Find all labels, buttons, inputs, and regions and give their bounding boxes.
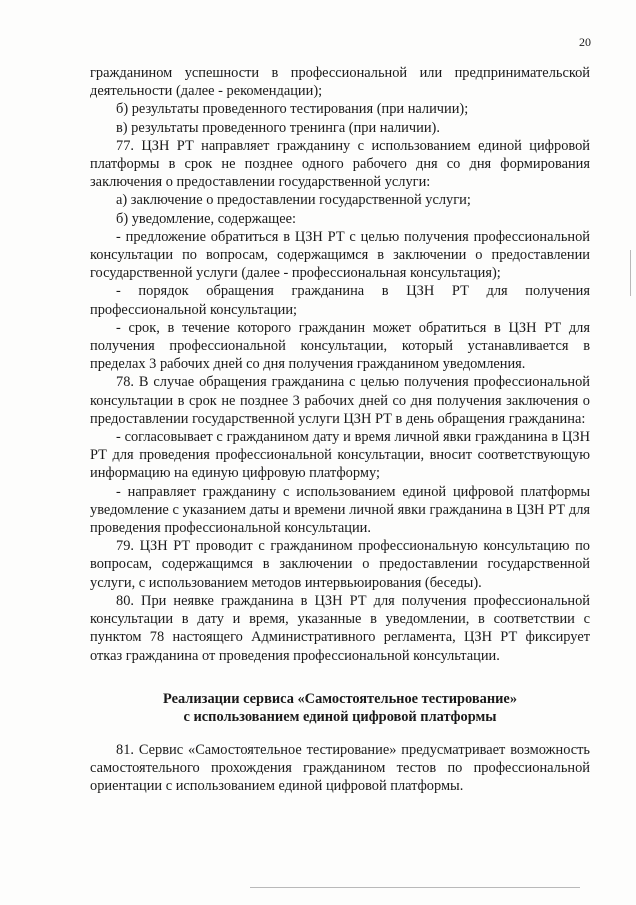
paragraph-77: 77. ЦЗН РТ направляет гражданину с использованием единой цифровой платформы в срок не позднее одного рабочего дня со дня формирования заключения о предоставлении государственной услуги: bbox=[90, 137, 590, 191]
paragraph-79: 79. ЦЗН РТ проводит с гражданином профессиональную консультацию по вопросам, содержащимся в заключении о предоставлении государственной услуги, с использованием методов интервьюирования (беседы). bbox=[90, 538, 590, 591]
scan-edge-mark-right bbox=[630, 250, 631, 296]
paragraph-80: 80. При неявке гражданина в ЦЗН РТ для получения профессиональной консультации в дату и время, указанные в уведомлении, в соответствии с пунктом 78 настоящего Административного регламента, ЦЗН РТ фиксирует отказ гражданина от проведения профессиональной консультации. bbox=[90, 592, 590, 664]
section-heading-line-1: Реализации сервиса «Самостоятельное тестирование» bbox=[162, 690, 518, 707]
bullet-agree-date: - согласовывает с гражданином дату и время личной явки гражданина в ЦЗН РТ для проведения профессиональной консультации, вносит соответствующую информацию на единую цифровую платформу; bbox=[90, 429, 590, 482]
bullet-appeal-deadline: - срок, в течение которого гражданин может обратиться в ЦЗН РТ для получения профессиональной консультации, который устанавливается в пределах 3 рабочих дней со дня получения гражданином уведомления. bbox=[90, 319, 590, 373]
paragraph-item-a-conclusion: а) заключение о предоставлении государственной услуги; bbox=[116, 192, 471, 209]
paragraph-78: 78. В случае обращения гражданина с целью получения профессиональной консультации в срок не позднее 3 рабочих дней со дня получения заключения о предоставлении государственной услуги ЦЗН РТ в день обращения гражданина: bbox=[90, 374, 590, 427]
paragraph-item-b-notification: б) уведомление, содержащее: bbox=[116, 210, 296, 227]
bullet-send-notification: - направляет гражданину с использованием единой цифровой платформы уведомление с указанием даты и времени личной явки гражданина в ЦЗН РТ для проведения профессиональной консультации. bbox=[90, 483, 590, 537]
bullet-consultation-offer: - предложение обратиться в ЦЗН РТ с целью получения профессиональной консультации по вопросам, содержащимся в заключении о предоставлении государственной услуги (далее - профессиональная консультация); bbox=[90, 228, 590, 282]
bullet-appeal-procedure: - порядок обращения гражданина в ЦЗН РТ для получения профессиональной консультации; bbox=[90, 283, 590, 318]
scan-edge-mark-bottom bbox=[250, 887, 580, 888]
section-heading bbox=[90, 690, 590, 727]
paragraph-item-v-training: в) результаты проведенного тренинга (при наличии). bbox=[116, 119, 440, 136]
section-heading-line-2: с использованием единой цифровой платформы bbox=[183, 709, 497, 726]
document-body bbox=[90, 64, 590, 795]
page-number: 20 bbox=[579, 35, 591, 49]
paragraph-continuation: гражданином успешности в профессиональной или предпринимательской деятельности (далее - рекомендации); bbox=[90, 65, 590, 100]
paragraph-81: 81. Сервис «Самостоятельное тестирование» предусматривает возможность самостоятельного прохождения гражданином тестов по профессиональной ориентации с использованием единой цифровой платформы. bbox=[90, 741, 590, 794]
paragraph-item-b-testing: б) результаты проведенного тестирования (при наличии); bbox=[116, 101, 469, 118]
